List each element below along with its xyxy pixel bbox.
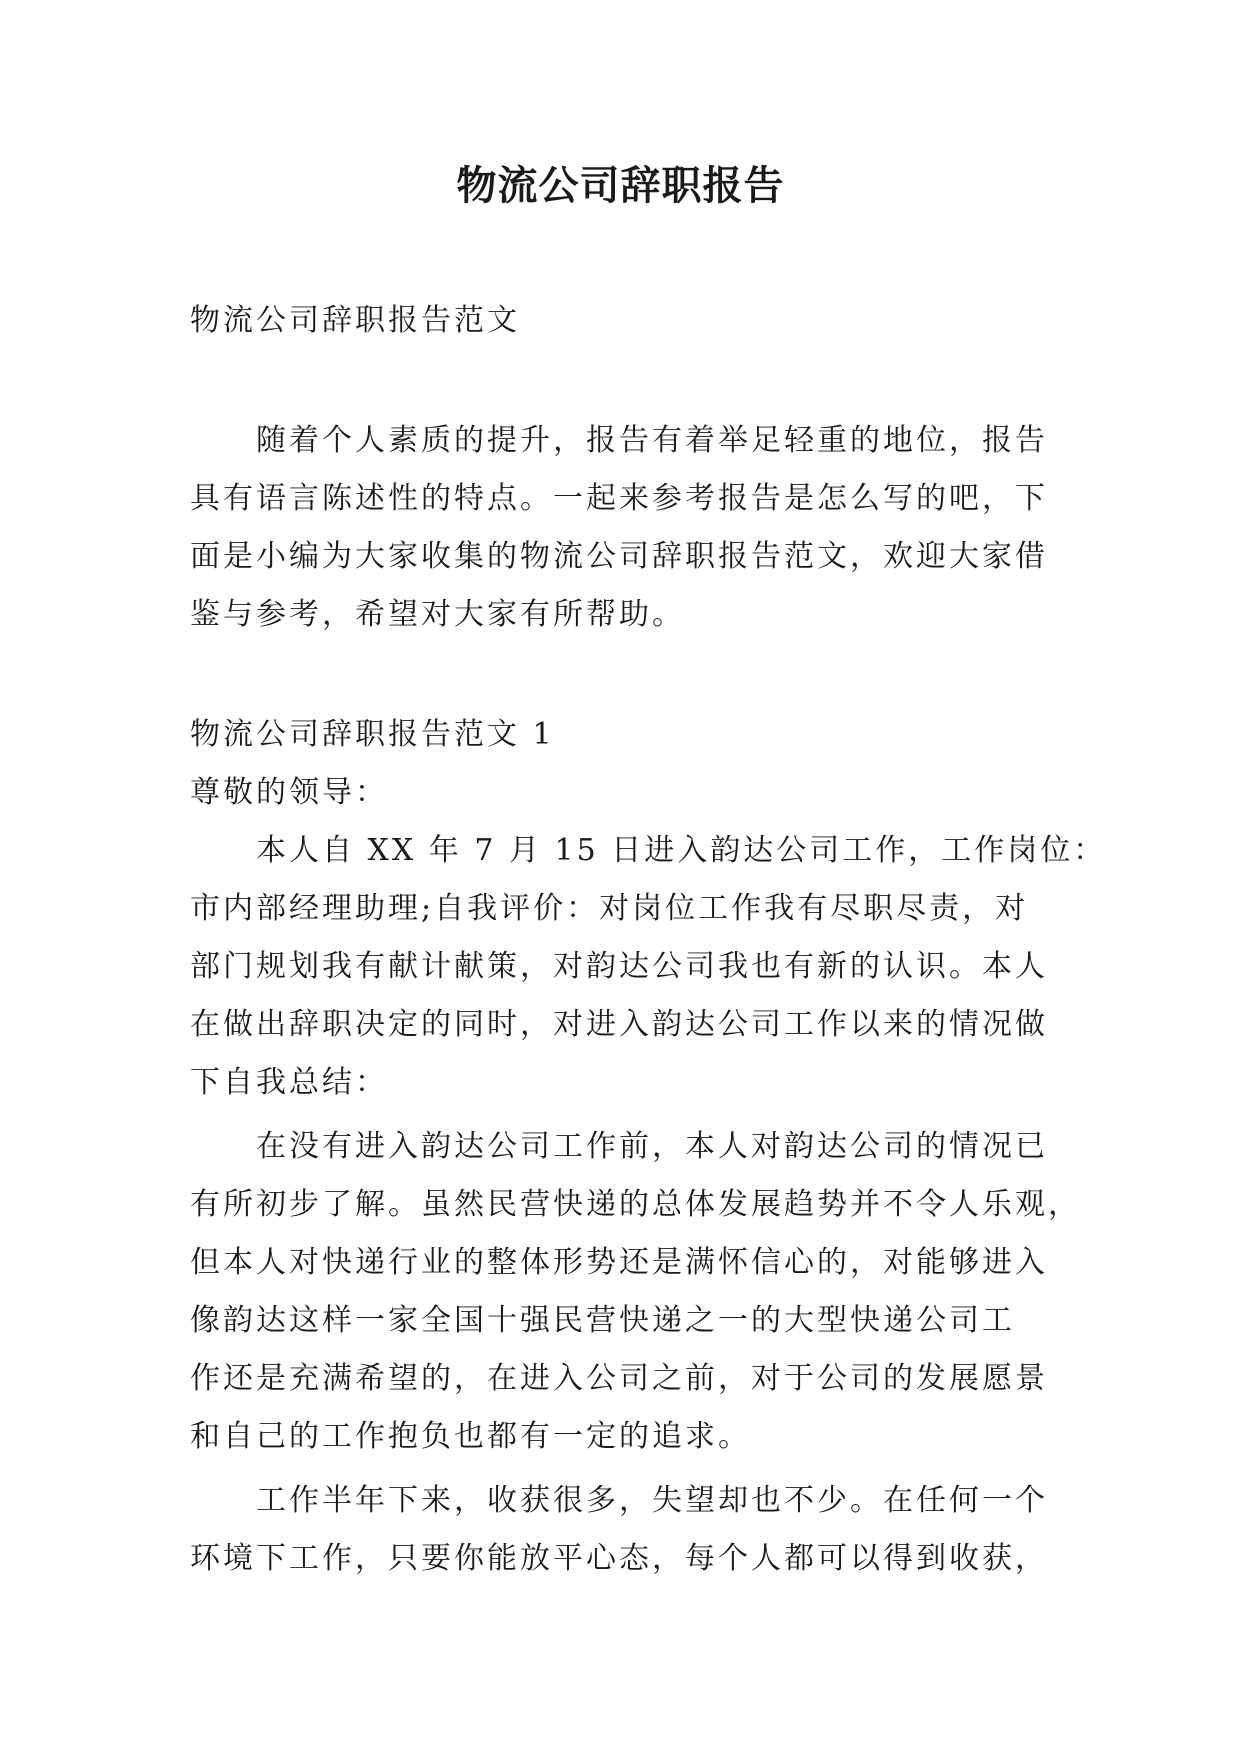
section-heading: 物流公司辞职报告范文 1 <box>190 717 555 752</box>
salutation: 尊敬的领导： <box>190 775 388 810</box>
intro-line: 随着个人素质的提升，报告有着举足轻重的地位，报告 <box>190 423 1048 458</box>
paragraph-line: 工作半年下来，收获很多，失望却也不少。在任何一个 <box>190 1483 1048 1518</box>
body-paragraph-1 <box>190 822 1107 1112</box>
intro-line: 鉴与参考，希望对大家有所帮助。 <box>190 597 685 632</box>
intro-line: 具有语言陈述性的特点。一起来参考报告是怎么写的吧，下 <box>190 481 1048 516</box>
paragraph-line: 下自我总结： <box>190 1065 388 1100</box>
paragraph-line: 环境下工作，只要你能放平心态，每个人都可以得到收获， <box>190 1541 1048 1576</box>
paragraph-line: 像韵达这样一家全国十强民营快递之一的大型快递公司工 <box>190 1303 1015 1338</box>
paragraph-line: 在做出辞职决定的同时，对进入韵达公司工作以来的情况做 <box>190 1007 1048 1042</box>
document-subtitle: 物流公司辞职报告范文 <box>190 303 520 338</box>
document-body <box>190 292 1107 1588</box>
body-paragraph-2 <box>190 1118 1081 1466</box>
paragraph-line: 部门规划我有献计献策，对韵达公司我也有新的认识。本人 <box>190 949 1048 984</box>
paragraph-line: 在没有进入韵达公司工作前，本人对韵达公司的情况已 <box>190 1129 1048 1164</box>
paragraph-line: 和自己的工作抱负也都有一定的追求。 <box>190 1419 751 1454</box>
document-title: 物流公司辞职报告 <box>456 162 785 209</box>
body-paragraph-3 <box>190 1472 1050 1588</box>
intro-paragraph <box>190 412 1050 644</box>
paragraph-line: 但本人对快递行业的整体形势还是满怀信心的，对能够进入 <box>190 1245 1048 1280</box>
intro-line: 面是小编为大家收集的物流公司辞职报告范文，欢迎大家借 <box>190 539 1048 574</box>
paragraph-line: 市内部经理助理;自我评价：对岗位工作我有尽职尽责，对 <box>190 891 1029 926</box>
paragraph-line: 有所初步了解。虽然民营快递的总体发展趋势并不令人乐观， <box>190 1187 1081 1222</box>
paragraph-line: 作还是充满希望的，在进入公司之前，对于公司的发展愿景 <box>190 1361 1048 1396</box>
paragraph-line: 本人自 XX 年 7 月 15 日进入韵达公司工作，工作岗位： <box>190 833 1107 868</box>
